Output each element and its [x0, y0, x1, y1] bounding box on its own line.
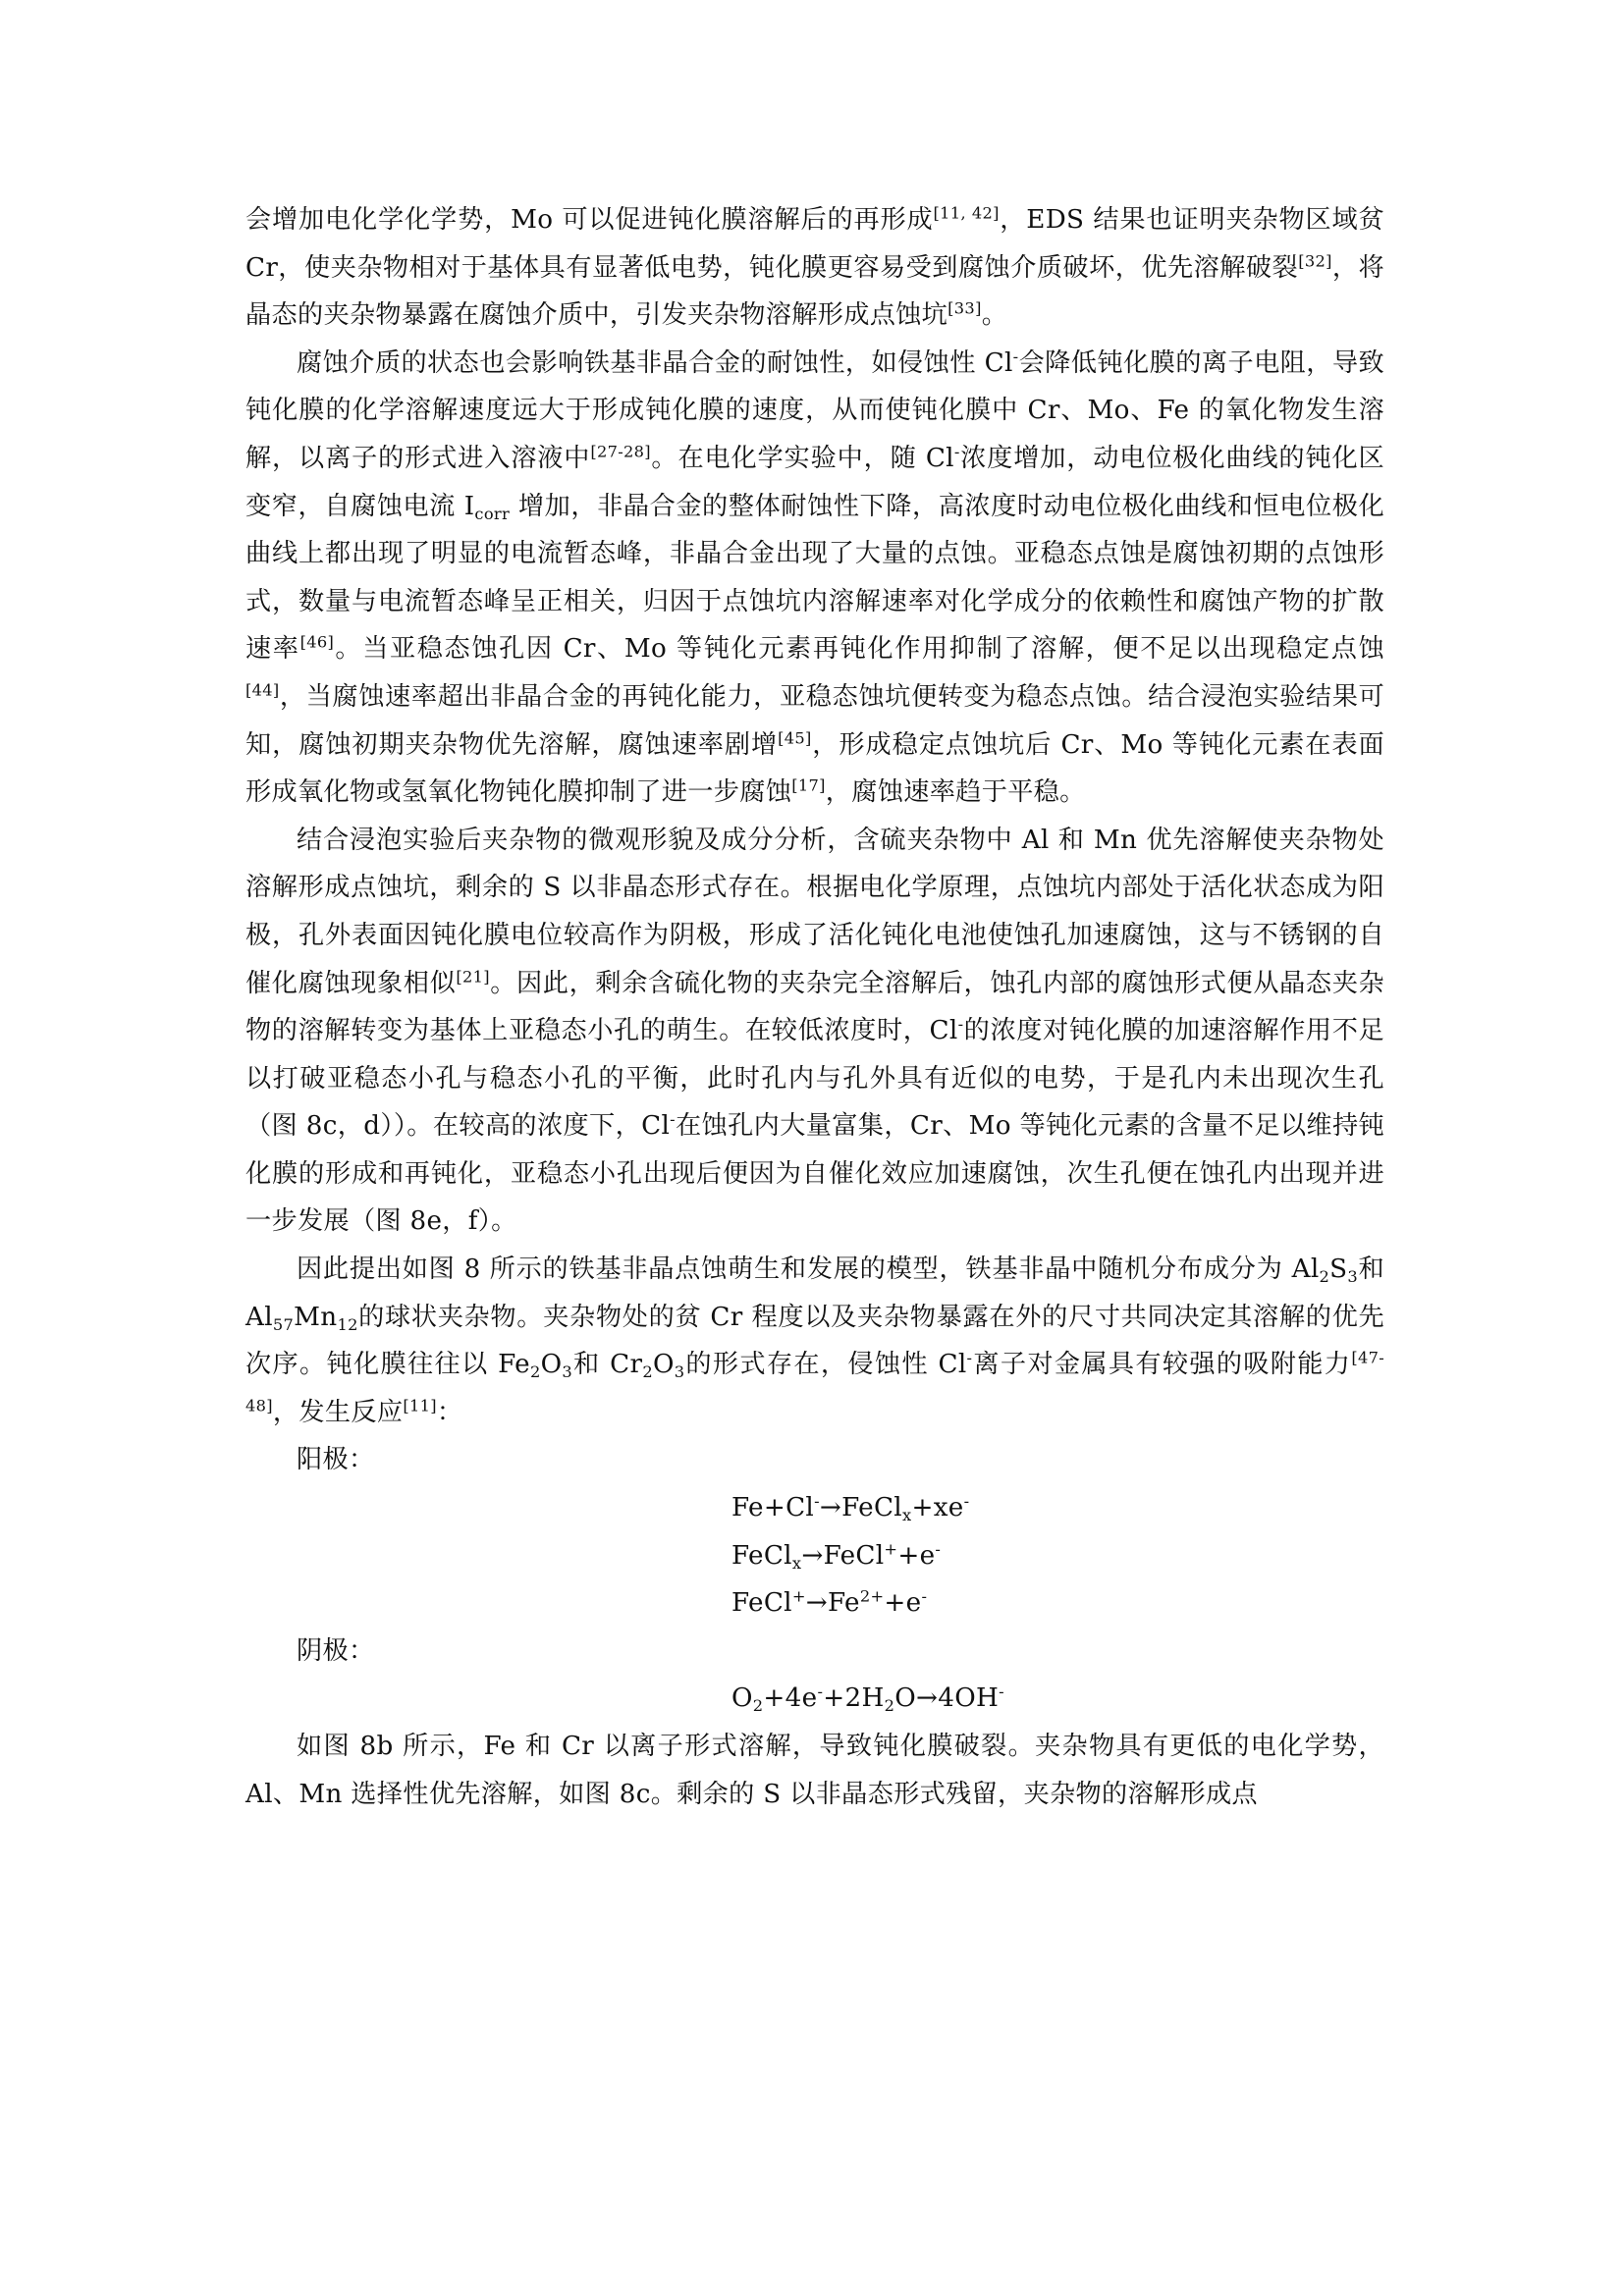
citation: [44] [245, 680, 280, 700]
citation: [47-48] [245, 1348, 1384, 1415]
citation: [11, 42] [933, 203, 1000, 223]
paragraph-3: 结合浸泡实验后夹杂物的微观形貌及成分分析，含硫夹杂物中 Al 和 Mn 优先溶解使夹杂物处溶解形成点蚀坑，剩余的 S 以非晶态形式存在。根据电化学原理，点蚀坑内部处于活化状态成为阳极，孔外表面因钝化膜电位较高作为阴极，形成了活化钝化电池使蚀孔加速腐蚀，这与不锈钢的自催化腐蚀现象相似[21]。因此，剩余含硫化物的夹杂完全溶解后，蚀孔内部的腐蚀形式便从晶态夹杂物的溶解转变为基体上亚稳态小孔的萌生。在较低浓度时，Cl-的浓度对钝化膜的加速溶解作用不足以打破亚稳态小孔与稳态小孔的平衡，此时孔内与孔外具有近似的电势，于是孔内未出现次生孔（图 8c，d））。在较高的浓度下，Cl-在蚀孔内大量富集，Cr、Mo 等钝化元素的含量不足以维持钝化膜的形成和再钝化，亚稳态小孔出现后便因为自催化效应加速腐蚀，次生孔便在蚀孔内出现并进一步发展（图 8e，f）。 [245, 825, 1384, 1237]
anode-label: 阳极： [297, 1445, 375, 1475]
paragraph-2: 腐蚀介质的状态也会影响铁基非晶合金的耐蚀性，如侵蚀性 Cl-会降低钝化膜的离子电阻，导致钝化膜的化学溶解速度远大于形成钝化膜的速度，从而使钝化膜中 Cr、Mo、Fe 的氧化物发生溶解，以离子的形式进入溶液中[27-28]。在电化学实验中，随 Cl-浓度增加，动电位极化曲线的钝化区变窄，自腐蚀电流 $I_{corr}$ 增加，非晶合金的整体耐蚀性下降，高浓度时动电位极化曲线和恒电位极化曲线上都出现了明显的电流暂态峰，非晶合金出现了大量的点蚀。亚稳态点蚀是腐蚀初期的点蚀形式，数量与电流暂态峰呈正相关，归因于点蚀坑内溶解速率对化学成分的依赖性和腐蚀产物的扩散速率[46]。当亚稳态蚀孔因 Cr、Mo 等钝化元素再钝化作用抑制了溶解，便不足以出现稳定点蚀[44]，当腐蚀速率超出非晶合金的再钝化能力，亚稳态蚀坑便转变为稳态点蚀。结合浸泡实验结果可知，腐蚀初期夹杂物优先溶解，腐蚀速率剧增[45]，形成稳定点蚀坑后 Cr、Mo 等钝化元素在表面形成氧化物或氢氧化物钝化膜抑制了进一步腐蚀[17]，腐蚀速率趋于平稳。 [245, 347, 1385, 808]
equation-4: $O_2+4e^-+2H_2O\to 4OH^-$ [731, 1682, 1004, 1716]
equation-3: $FeCl^+\to Fe^{2+}+e^-$ [731, 1586, 928, 1619]
citation: [46] [299, 632, 335, 652]
citation: [27-28] [590, 442, 651, 461]
equation-2: FeCl$_x$→FeCl++e- [731, 1538, 942, 1573]
body-text [245, 196, 1384, 1818]
citation: [17] [791, 775, 826, 795]
citation: [21] [456, 966, 490, 986]
citation: [33] [947, 298, 982, 318]
paragraph-4: 因此提出如图 8 所示的铁基非晶点蚀萌生和发展的模型，铁基非晶中随机分布成分为 $Al_2S_3$和 $Al_{57}Mn_{12}$的球状夹杂物。夹杂物处的贫 Cr 程度以及夹杂物暴露在外的尺寸共同决定其溶解的优先次序。钝化膜往往以 $Fe_2O_3$和 $Cr_2O_3$的形式存在，侵蚀性 Cl-离子对金属具有较强的吸附能力[47-48]，发生反应[11]： [245, 1255, 1384, 1427]
paragraph-5: 如图 8b 所示，Fe 和 Cr 以离子形式溶解，导致钝化膜破裂。夹杂物具有更低的电化学势，Al、Mn 选择性优先溶解，如图 8c。剩余的 S 以非晶态形式残留，夹杂物的溶解形成点 [245, 1732, 1384, 1809]
cathode-label: 阴极： [297, 1635, 375, 1666]
citation: [32] [1298, 250, 1332, 270]
paragraph-1: 会增加电化学化学势，Mo 可以促进钝化膜溶解后的再形成[11, 42]，EDS 结果也证明夹杂物区域贫 Cr，使夹杂物相对于基体具有显著低电势，钝化膜更容易受到腐蚀介质破坏，优先溶解破裂[32]，将晶态的夹杂物暴露在腐蚀介质中，引发夹杂物溶解形成点蚀坑[33]。 [245, 203, 1384, 331]
citation: [11] [403, 1396, 437, 1415]
citation: [45] [778, 727, 812, 747]
equation-1: Fe+Cl-→FeCl$_x$+xe- [731, 1491, 970, 1524]
